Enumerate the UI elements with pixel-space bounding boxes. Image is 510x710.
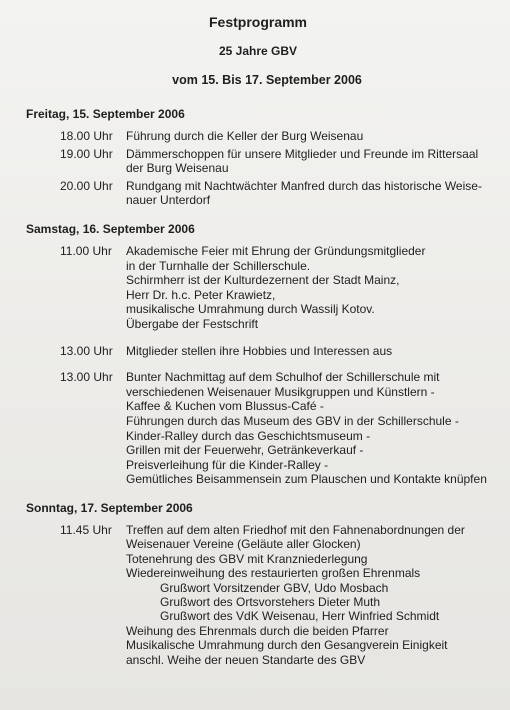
event-line: Übergabe der Festschrift bbox=[126, 316, 259, 331]
event-time: 13.00 Uhr bbox=[60, 343, 113, 358]
event-line-indented: Grußwort Vorsitzender GBV, Udo Mosbach bbox=[160, 580, 389, 595]
day-heading: Samstag, 16. September 2006 bbox=[26, 221, 195, 236]
event-line: Kaffee & Kuchen vom Blussus-Café - bbox=[126, 399, 324, 414]
event-item bbox=[26, 129, 490, 144]
day-heading: Freitag, 15. September 2006 bbox=[26, 107, 185, 121]
event-line-indented: Grußwort des Ortsvorstehers Dieter Muth bbox=[160, 594, 381, 609]
event-time: 11.00 Uhr bbox=[60, 243, 112, 258]
event-line: in der Turnhalle der Schillerschule. bbox=[126, 258, 311, 273]
day-heading: Sonntag, 17. September 2006 bbox=[26, 500, 193, 515]
event-line: Herr Dr. h.c. Peter Krawietz, bbox=[126, 287, 276, 302]
document-subtitle: 25 Jahre GBV bbox=[218, 44, 298, 58]
event-time: 11.45 Uhr bbox=[60, 522, 112, 537]
event-description bbox=[126, 147, 490, 176]
event-line: Rundgang mit Nachtwächter Manfred durch das historische Weise- bbox=[126, 178, 482, 193]
event-description bbox=[126, 179, 490, 208]
event-item bbox=[26, 523, 490, 667]
document-title: Festprogramm bbox=[208, 14, 308, 30]
event-item bbox=[26, 179, 490, 208]
event-time: 20.00 Uhr bbox=[60, 178, 113, 193]
event-line: anschl. Weihe der neuen Standarte des GBV bbox=[126, 652, 366, 667]
event-time: 19.00 Uhr bbox=[60, 146, 113, 161]
event-description bbox=[126, 370, 490, 487]
event-line: Weihung des Ehrenmals durch die beiden Pfarrer bbox=[126, 623, 389, 638]
event-line: Akademische Feier mit Ehrung der Gründungsmitglieder bbox=[126, 243, 426, 258]
event-line: Führungen durch das Museum des GBV in der Schillerschule - bbox=[126, 413, 459, 428]
event-line: Kinder-Ralley durch das Geschichtsmuseum - bbox=[126, 428, 371, 443]
event-description bbox=[126, 244, 490, 332]
event-line: nauer Unterdorf bbox=[126, 193, 211, 208]
event-line: Führung durch die Keller der Burg Weisenau bbox=[126, 129, 364, 143]
event-line: Mitglieder stellen ihre Hobbies und Interessen aus bbox=[126, 343, 393, 358]
event-item bbox=[26, 344, 490, 359]
event-line: Bunter Nachmittag auf dem Schulhof der Schillerschule mit bbox=[126, 370, 440, 385]
event-line: Musikalische Umrahmung durch den Gesangverein Einigkeit bbox=[126, 638, 448, 653]
day-sunday bbox=[26, 501, 490, 667]
event-item bbox=[26, 147, 490, 176]
event-description bbox=[126, 129, 490, 144]
event-line: Schirmherr ist der Kulturdezernent der Stadt Mainz, bbox=[126, 273, 400, 288]
event-line-indented: Grußwort des VdK Weisenau, Herr Winfried Schmidt bbox=[160, 609, 440, 624]
event-line: Treffen auf dem alten Friedhof mit den Fahnenabordnungen der bbox=[126, 522, 465, 537]
event-line: Totenehrung des GBV mit Kranzniederlegung bbox=[126, 551, 368, 566]
event-line: Gemütliches Beisammensein zum Plauschen und Kontakte knüpfen bbox=[126, 472, 487, 487]
event-line: Preisverleihung für die Kinder-Ralley - bbox=[126, 457, 329, 472]
event-line: musikalische Umrahmung durch Wassilj Kotov. bbox=[126, 302, 375, 317]
event-time: 13.00 Uhr bbox=[60, 370, 113, 385]
day-saturday bbox=[26, 222, 490, 487]
event-line: Dämmerschoppen für unsere Mitglieder und Freunde im Rittersaal bbox=[126, 146, 479, 161]
event-description bbox=[126, 523, 490, 667]
event-line: der Burg Weisenau bbox=[126, 161, 229, 176]
day-friday bbox=[26, 107, 490, 208]
event-line: Wiedereinweihung des restaurierten großen Ehrenmals bbox=[126, 566, 421, 581]
event-description bbox=[126, 344, 490, 359]
event-line: Weisenauer Vereine (Geläute aller Glocken) bbox=[126, 537, 361, 552]
event-line: verschiedenen Weisenauer Musikgruppen und Künstlern - bbox=[126, 384, 435, 399]
event-time: 18.00 Uhr bbox=[60, 129, 113, 143]
event-item bbox=[26, 244, 490, 332]
document-date-range: vom 15. Bis 17. September 2006 bbox=[172, 73, 362, 87]
event-line: Grillen mit der Feuerwehr, Getränkeverkauf - bbox=[126, 443, 364, 458]
event-item bbox=[26, 370, 490, 487]
